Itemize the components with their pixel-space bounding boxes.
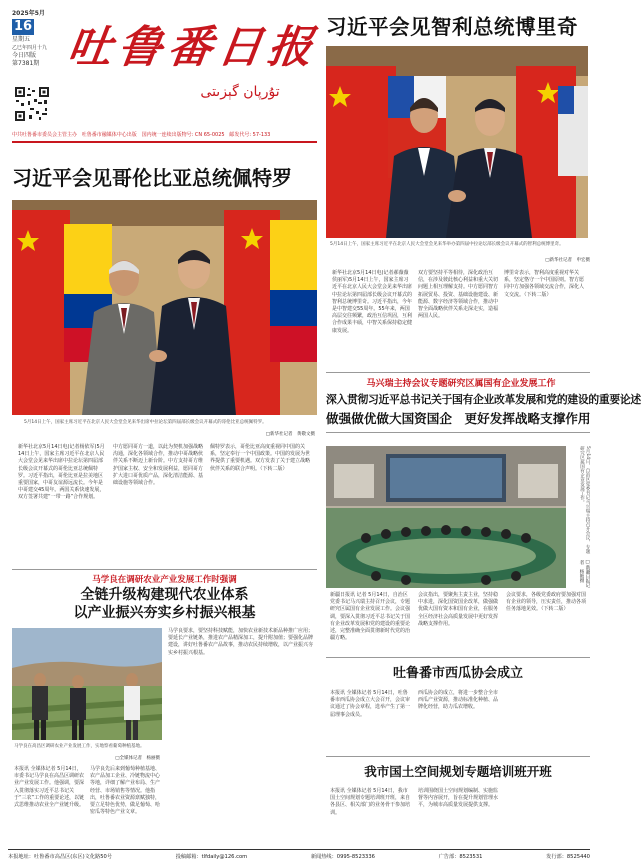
boric-col-2: 双方要坚持平等相待，深化政治互信，在涉及彼此核心利益和重大关切问题上相互理解支持。中方愿同智方拓展贸易、投资、基础设施建设、新能源、数字经济等领域合作，推动中智全面战略伙伴关系走深走实，造福两国人民。: [418, 270, 499, 320]
date-box: [12, 10, 62, 90]
agri-col-2: 马学良先后来到葡萄种植基地、农产品加工企业、冷链物流中心等地，详细了解产业布局、生产经营、市场销售等情况。他指出，吐鲁番农业资源禀赋独特，要立足特色优势，做足葡萄、哈密瓜等特色产业文章。: [90, 766, 161, 816]
footer-hotline: 新闻热线：0995-8523336: [310, 854, 375, 860]
day-number: 16: [13, 19, 33, 34]
boric-col-1: 新华社北京5月14日电(记者郝薇薇 侯丽军)5月14日上午，国家主席习近平在北京人民大会堂会见来华出席中拉论坛第四届部长级会议开幕式的智利总统博里奇。习近平指出，今年是中智建交55周年。55年来，两国高层交往频繁，政治互信巩固，互利合作成果丰硕，中智关系保持稳定健康发展。: [332, 270, 413, 334]
conference-headline-2: 做强做优做大国资国企 更好发挥战略支撑作用: [326, 411, 591, 426]
conference-headline-1: 深入贯彻习近平总书记关于国有企业改革发展和党的建设的重要论述: [326, 393, 641, 406]
agri-caption: 马学良在高昌区调研农业产业发展工作，实地察看葡萄种植基地。: [14, 744, 145, 749]
conference-side-caption: 5月14日，自治区党委书记马兴瑞主持召开会议，专题研究区属国有企业发展工作。: [579, 446, 590, 554]
agri-kicker: 马学良在调研农业产业发展工作时强调: [92, 575, 237, 585]
petro-caption: 5月14日上午，国家主席习近平在北京人民大会堂会见来华出席中拉论坛第四届部长级会议开幕式的哥伦比亚总统佩特罗。: [24, 420, 267, 425]
conference-rule: [326, 432, 590, 433]
boric-rule: [326, 372, 590, 373]
petro-headline: 习近平会见哥伦比亚总统佩特罗: [12, 166, 292, 190]
lunar-date: 乙巳年四月十九: [12, 45, 48, 51]
masthead-rule: [12, 141, 317, 143]
boric-col-3: 博里奇表示，智利高度重视对华关系，坚定恪守一个中国原则。智方愿同中方加强各领域交流合作，深化人文交流。（下转二版）: [504, 270, 585, 298]
boric-caption: 5月14日上午，国家主席习近平在北京人民大会堂会见来华举办第四届中拉论坛部长级会议开幕式的智利总统博里奇。: [330, 242, 564, 247]
conference-credit: □新疆日报记者 杨艳摄: [579, 560, 590, 588]
boric-photo: [326, 46, 588, 238]
weekday: 星期五: [12, 36, 31, 43]
xiguang-rule: [326, 756, 590, 757]
agri-credit: □全媒体记者 杨丽摄: [115, 756, 160, 761]
publisher-line: [12, 131, 317, 140]
conference-kicker: 马兴瑞主持会议专题研究区属国有企业发展工作: [366, 379, 556, 389]
sponsor: 吐鲁番市融媒体中心出版: [81, 132, 137, 138]
conference-bottom-rule: [326, 657, 590, 658]
xiguang-col-3: [506, 690, 590, 752]
petro-col-1: 新华社北京5月14日电(记者杨依军)5月14日上午，国家主席习近平在北京人民大会堂会见来华出席中拉论坛第四届部长级会议开幕式的哥伦比亚总统佩特罗。习近平指出，哥伦比亚是拉美地区重要国家，中哥友谊源远流长。今年是中哥建交45周年。两国关系快速发展，双方签署共建“一带一路”合作规划。: [18, 444, 105, 501]
petro-credit: □新华社记者 黄敬文摄: [265, 432, 315, 437]
qr-code: [14, 86, 50, 122]
xiguang-col-1: 本报讯 全媒体记者 5月14日，吐鲁番市西瓜协会成立大会召开，会议审议通过了协会章程，选举产生了第一届理事会成员。: [330, 690, 411, 718]
petro-col-2: 中方愿同哥方一道，以此为契机加强战略沟通，深化各领域合作，推动中哥战略伙伴关系不断迈上新台阶。中方支持哥方维护国家主权、安全和发展利益，愿同哥方扩大进口哥优质产品，深化清洁能源、基础设施等领域合作。: [113, 444, 204, 487]
uyghur-title: تۇرپان گېزىتى: [200, 84, 280, 100]
boric-headline: 习近平会见智利总统博里奇: [326, 15, 578, 39]
training-col-1: 本报讯 全媒体记者 5月14日，我市国土空间规划专题培训班开班，来自各县区、相关部门的业务骨干参加培训。: [330, 788, 411, 816]
cn-number: 国内统一连续出版物号: CN 65-0025: [141, 132, 225, 138]
footer-email: 投稿邮箱：tlfdaily@126.com: [175, 854, 248, 860]
footer-address: 本报地址：吐鲁番市高昌区(东区)文化路50号: [8, 854, 113, 860]
training-col-2: 培训围绕国土空间规划编制、实施监督等内容展开，旨在提升规划管理水平，为城市高质量发展提供支撑。: [418, 788, 499, 809]
boric-credit: □新华社记者 申宏摄: [545, 258, 590, 263]
conference-col-3: 会议要求，各级党委政府要加强对国有企业的领导，压实责任，推动各项任务落地见效。（下转二版）: [506, 592, 587, 613]
conference-photo: [326, 446, 566, 588]
xiguang-col-2: 西瓜协会的成立，将进一步整合全市西瓜产业资源，推动标准化种植、品牌化经营，助力瓜农增收。: [418, 690, 499, 711]
footer-distribution: 发行部：8525440: [546, 854, 590, 860]
footer-ad: 广告部：8523531: [438, 854, 483, 860]
training-headline: 我市国土空间规划专题培训班开班: [364, 764, 552, 779]
conference-col-2: 会议指出，要聚焦主责主业，坚持稳中求进，深化国资国企改革，做强做优做大国有资本和国有企业，在服务全区经济社会高质量发展中更好发挥战略支撑作用。: [418, 592, 499, 627]
footer-rule: [8, 849, 590, 850]
conference-col-1: 新疆日报讯 记者 5月14日，自治区党委书记马兴瑞主持召开会议，专题研究区属国有企业发展工作。会议强调，要深入贯彻习近平总书记关于国有企业改革发展和党的建设的重要论述，完整准确全面贯彻新时代党的治疆方略。: [330, 592, 411, 642]
footer: [8, 851, 590, 863]
petro-rule: [12, 569, 317, 570]
agri-photo: [12, 628, 162, 740]
postal-code: 邮发代号: 57-133: [229, 132, 271, 138]
xiguang-headline: 吐鲁番市西瓜协会成立: [392, 666, 523, 681]
newspaper-title: 吐鲁番日报: [64, 22, 322, 73]
page-count: 今日四版: [12, 52, 37, 59]
agri-headline-1: 全链升级构建现代农业体系: [80, 587, 249, 603]
agri-col-1: 本报讯 全媒体记者 5月14日，市委书记马学良在高昌区调研农业产业发展工作。他强调，要深入贯彻落实习近平总书记关于“三农”工作的重要论述，以链式思维推动农业全产业链升级。: [14, 766, 85, 809]
agri-col-3: 马学良要求，要坚持科技赋能，加快农业新技术新品种推广应用；要延长产业链条，推进农产品精深加工，提升附加值；要强化品牌建设，讲好吐鲁番农产品故事，推动农民持续增收，以产业振兴夯实乡村振兴根基。: [168, 628, 314, 656]
issue-number: 第7381期: [12, 60, 40, 67]
year-month: 2025年5月: [12, 10, 45, 17]
publisher: 中共吐鲁番市委员会主管主办: [12, 132, 78, 138]
petro-photo: [12, 200, 317, 415]
petro-col-3: 佩特罗表示，哥伦比亚高度重视同中国的关系，坚定奉行一个中国政策。中国的发展为世界提供了重要机遇。双方发表了关于建立战略伙伴关系的联合声明。（下转二版）: [210, 444, 311, 472]
agri-headline-2: 以产业振兴夯实乡村振兴根基: [73, 605, 256, 621]
